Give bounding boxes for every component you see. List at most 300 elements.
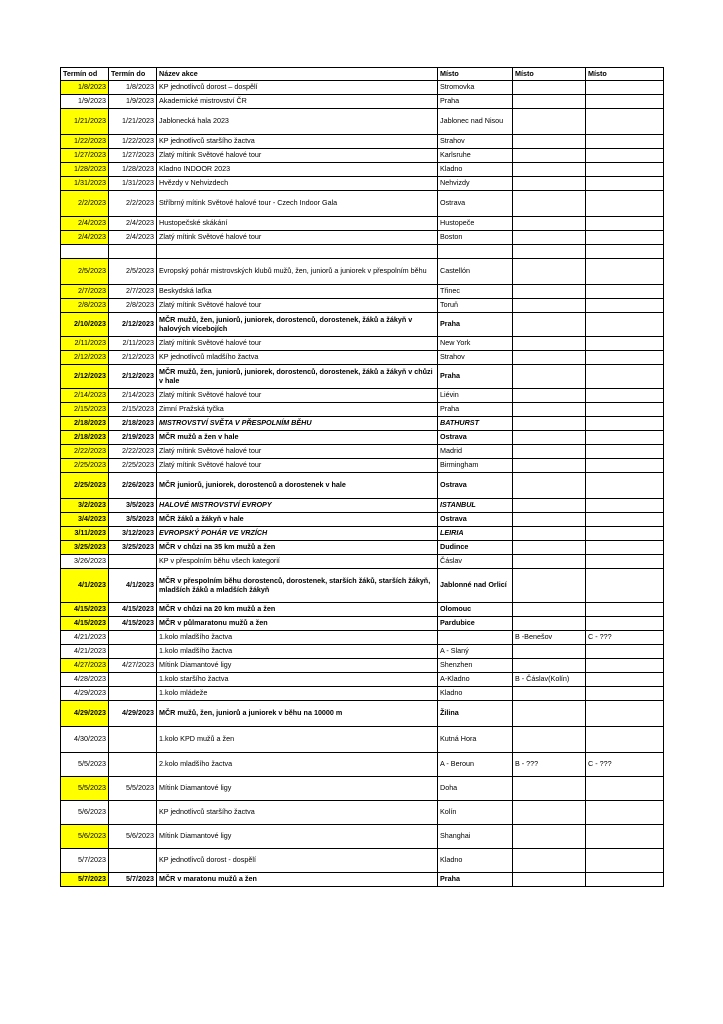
cell-place-3 — [586, 473, 664, 499]
cell-place-3 — [586, 727, 664, 753]
cell-event-name: KP jednotlivců staršího žactva — [157, 801, 438, 825]
cell-start-date: 5/6/2023 — [61, 801, 109, 825]
cell-event-name: MČR mužů, žen, juniorů, juniorek, dorostenců, dorostenek, žáků a žákyň v chůzi v hale — [157, 365, 438, 389]
cell-place-2 — [513, 81, 586, 95]
cell-event-name: Zlatý mítink Světové halové tour — [157, 459, 438, 473]
cell-place: Praha — [438, 95, 513, 109]
cell-place: Kutná Hora — [438, 727, 513, 753]
cell-place-2 — [513, 431, 586, 445]
table-row — [61, 217, 664, 231]
cell-place-2 — [513, 527, 586, 541]
cell-start-date: 2/2/2023 — [61, 191, 109, 217]
cell-place-3 — [586, 825, 664, 849]
header-start-date: Termín od — [61, 68, 109, 81]
cell-place-3 — [586, 231, 664, 245]
table-row — [61, 541, 664, 555]
cell-place: Strahov — [438, 351, 513, 365]
cell-start-date: 1/9/2023 — [61, 95, 109, 109]
cell-place-3 — [586, 313, 664, 337]
cell-start-date: 2/5/2023 — [61, 259, 109, 285]
cell-place-2 — [513, 313, 586, 337]
table-row — [61, 673, 664, 687]
table-row — [61, 337, 664, 351]
cell-event-name: Mítink Diamantové ligy — [157, 777, 438, 801]
cell-place-2 — [513, 849, 586, 873]
cell-end-date: 2/14/2023 — [109, 389, 157, 403]
cell-start-date: 2/18/2023 — [61, 431, 109, 445]
cell-place-3: C - ??? — [586, 631, 664, 645]
cell-start-date: 4/29/2023 — [61, 701, 109, 727]
cell-place-3 — [586, 191, 664, 217]
cell-place-2 — [513, 285, 586, 299]
table-row — [61, 109, 664, 135]
cell-place: Kladno — [438, 849, 513, 873]
cell-place-2 — [513, 217, 586, 231]
table-row — [61, 727, 664, 753]
cell-place-3 — [586, 217, 664, 231]
cell-event-name: Jablonecká hala 2023 — [157, 109, 438, 135]
cell-event-name: Zlatý mítink Světové halové tour — [157, 337, 438, 351]
cell-event-name: EVROPSKÝ POHÁR VE VRZÍCH — [157, 527, 438, 541]
table-row — [61, 569, 664, 603]
cell-place-2 — [513, 513, 586, 527]
cell-place-3 — [586, 849, 664, 873]
cell-event-name: MČR v maratonu mužů a žen — [157, 873, 438, 887]
table-row — [61, 459, 664, 473]
table-row — [61, 603, 664, 617]
cell-start-date: 3/4/2023 — [61, 513, 109, 527]
cell-event-name: 1.kolo mladšího žactva — [157, 631, 438, 645]
cell-place-2 — [513, 109, 586, 135]
cell-place-3 — [586, 95, 664, 109]
cell-event-name: Kladno INDOOR 2023 — [157, 163, 438, 177]
cell-place-2 — [513, 603, 586, 617]
cell-event-name: MČR mužů, žen, juniorů, juniorek, dorostenců, dorostenek, žáků a žákyň v halových vícebojích — [157, 313, 438, 337]
cell-event-name: MISTROVSTVÍ SVĚTA V PŘESPOLNÍM BĚHU — [157, 417, 438, 431]
cell-start-date: 4/29/2023 — [61, 687, 109, 701]
cell-start-date: 2/12/2023 — [61, 365, 109, 389]
cell-place-2 — [513, 555, 586, 569]
cell-place-3 — [586, 645, 664, 659]
cell-place: Praha — [438, 403, 513, 417]
cell-start-date: 4/28/2023 — [61, 673, 109, 687]
cell-place-3 — [586, 659, 664, 673]
cell-place-3 — [586, 245, 664, 259]
cell-place-2 — [513, 445, 586, 459]
cell-place-3 — [586, 673, 664, 687]
cell-end-date: 3/25/2023 — [109, 541, 157, 555]
cell-start-date: 4/27/2023 — [61, 659, 109, 673]
cell-place-2 — [513, 569, 586, 603]
cell-start-date: 2/15/2023 — [61, 403, 109, 417]
cell-end-date: 3/12/2023 — [109, 527, 157, 541]
cell-place: Žilina — [438, 701, 513, 727]
cell-place: Praha — [438, 365, 513, 389]
cell-event-name: Mítink Diamantové ligy — [157, 659, 438, 673]
cell-place-3 — [586, 365, 664, 389]
cell-end-date — [109, 673, 157, 687]
table-row — [61, 95, 664, 109]
cell-end-date: 4/1/2023 — [109, 569, 157, 603]
cell-place: Pardubice — [438, 617, 513, 631]
cell-place: Ostrava — [438, 473, 513, 499]
cell-start-date: 2/7/2023 — [61, 285, 109, 299]
cell-place-3 — [586, 403, 664, 417]
cell-event-name: MČR mužů a žen v hale — [157, 431, 438, 445]
cell-place-3 — [586, 337, 664, 351]
cell-start-date: 3/26/2023 — [61, 555, 109, 569]
cell-place-2 — [513, 473, 586, 499]
cell-end-date: 2/12/2023 — [109, 313, 157, 337]
cell-end-date: 2/11/2023 — [109, 337, 157, 351]
cell-event-name: Akademické mistrovství ČR — [157, 95, 438, 109]
cell-place-2 — [513, 245, 586, 259]
table-row — [61, 351, 664, 365]
table-row — [61, 527, 664, 541]
cell-end-date — [109, 631, 157, 645]
cell-place: Ostrava — [438, 431, 513, 445]
cell-place-2 — [513, 299, 586, 313]
cell-event-name: Zlatý mítink Světové halové tour — [157, 445, 438, 459]
cell-event-name: KP v přespolním běhu všech kategorií — [157, 555, 438, 569]
schedule-table — [60, 67, 664, 887]
cell-place: Boston — [438, 231, 513, 245]
cell-place: BATHURST — [438, 417, 513, 431]
cell-event-name: Stříbrný mítink Světové halové tour - Czech Indoor Gala — [157, 191, 438, 217]
cell-end-date: 2/8/2023 — [109, 299, 157, 313]
cell-place-3 — [586, 445, 664, 459]
cell-place-3 — [586, 149, 664, 163]
cell-place: Doha — [438, 777, 513, 801]
cell-place-2 — [513, 659, 586, 673]
cell-event-name: 1.kolo mládeže — [157, 687, 438, 701]
cell-place: Karlsruhe — [438, 149, 513, 163]
cell-place: Hustopeče — [438, 217, 513, 231]
cell-event-name: Evropský pohár mistrovských klubů mužů, žen, juniorů a juniorek v přespolním běhu — [157, 259, 438, 285]
cell-start-date: 4/30/2023 — [61, 727, 109, 753]
cell-place: Jablonec nad Nisou — [438, 109, 513, 135]
cell-end-date: 4/15/2023 — [109, 617, 157, 631]
cell-place: Jablonné nad Orlicí — [438, 569, 513, 603]
cell-place-2: B - ??? — [513, 753, 586, 777]
cell-place-3 — [586, 135, 664, 149]
cell-place: A-Kladno — [438, 673, 513, 687]
cell-place-3: C - ??? — [586, 753, 664, 777]
cell-place-3 — [586, 687, 664, 701]
cell-event-name: KP jednotlivců mladšího žactva — [157, 351, 438, 365]
table-row — [61, 801, 664, 825]
cell-start-date: 3/25/2023 — [61, 541, 109, 555]
cell-place-2 — [513, 259, 586, 285]
schedule-body — [61, 81, 664, 887]
cell-event-name: Zlatý mítink Světové halové tour — [157, 389, 438, 403]
cell-start-date: 2/18/2023 — [61, 417, 109, 431]
table-row — [61, 259, 664, 285]
cell-end-date: 2/12/2023 — [109, 365, 157, 389]
cell-end-date — [109, 753, 157, 777]
table-row — [61, 753, 664, 777]
cell-place-2: B - Čáslav(Kolín) — [513, 673, 586, 687]
cell-end-date: 1/28/2023 — [109, 163, 157, 177]
cell-place-2 — [513, 825, 586, 849]
table-row — [61, 285, 664, 299]
cell-end-date: 2/25/2023 — [109, 459, 157, 473]
cell-start-date: 5/7/2023 — [61, 849, 109, 873]
cell-place-3 — [586, 777, 664, 801]
cell-place-2 — [513, 499, 586, 513]
cell-place-2 — [513, 351, 586, 365]
table-row — [61, 849, 664, 873]
cell-start-date: 4/15/2023 — [61, 603, 109, 617]
cell-event-name: Zlatý mítink Světové halové tour — [157, 299, 438, 313]
cell-start-date: 1/27/2023 — [61, 149, 109, 163]
cell-place: A - Beroun — [438, 753, 513, 777]
cell-place-3 — [586, 285, 664, 299]
cell-end-date: 1/21/2023 — [109, 109, 157, 135]
cell-place-3 — [586, 177, 664, 191]
table-row — [61, 403, 664, 417]
cell-place: Dudince — [438, 541, 513, 555]
cell-end-date: 2/19/2023 — [109, 431, 157, 445]
header-row — [61, 68, 664, 81]
cell-place-2 — [513, 801, 586, 825]
cell-place-3 — [586, 109, 664, 135]
cell-place: Třinec — [438, 285, 513, 299]
table-row — [61, 431, 664, 445]
cell-start-date: 2/14/2023 — [61, 389, 109, 403]
cell-place: Toruň — [438, 299, 513, 313]
cell-place-3 — [586, 701, 664, 727]
cell-event-name: MČR juniorů, juniorek, dorostenců a dorostenek v hale — [157, 473, 438, 499]
table-row — [61, 191, 664, 217]
table-row — [61, 135, 664, 149]
cell-start-date: 3/11/2023 — [61, 527, 109, 541]
table-row — [61, 313, 664, 337]
header-place-3: Místo — [586, 68, 664, 81]
table-row — [61, 701, 664, 727]
table-row — [61, 825, 664, 849]
cell-place-3 — [586, 299, 664, 313]
cell-start-date: 2/8/2023 — [61, 299, 109, 313]
cell-place: Ostrava — [438, 191, 513, 217]
cell-end-date: 4/27/2023 — [109, 659, 157, 673]
table-row — [61, 231, 664, 245]
cell-event-name: Beskydská laťka — [157, 285, 438, 299]
cell-end-date: 1/9/2023 — [109, 95, 157, 109]
cell-place-3 — [586, 81, 664, 95]
table-row — [61, 777, 664, 801]
cell-place-2 — [513, 541, 586, 555]
cell-end-date: 1/27/2023 — [109, 149, 157, 163]
cell-end-date — [109, 687, 157, 701]
cell-start-date: 5/5/2023 — [61, 777, 109, 801]
cell-start-date: 1/8/2023 — [61, 81, 109, 95]
table-row — [61, 81, 664, 95]
cell-end-date — [109, 801, 157, 825]
cell-place: Strahov — [438, 135, 513, 149]
cell-place-3 — [586, 417, 664, 431]
cell-end-date — [109, 645, 157, 659]
header-place: Místo — [438, 68, 513, 81]
cell-start-date: 1/22/2023 — [61, 135, 109, 149]
cell-place-2 — [513, 191, 586, 217]
cell-place: Shenzhen — [438, 659, 513, 673]
cell-start-date: 2/4/2023 — [61, 231, 109, 245]
table-row — [61, 631, 664, 645]
cell-place: Kolín — [438, 801, 513, 825]
cell-end-date: 3/5/2023 — [109, 499, 157, 513]
cell-place-2 — [513, 687, 586, 701]
cell-place-2 — [513, 135, 586, 149]
cell-place-2 — [513, 873, 586, 887]
cell-event-name: 1.kolo mladšího žactva — [157, 645, 438, 659]
table-row — [61, 499, 664, 513]
cell-place-3 — [586, 499, 664, 513]
cell-end-date: 1/8/2023 — [109, 81, 157, 95]
table-row — [61, 555, 664, 569]
cell-place: LEIRIA — [438, 527, 513, 541]
cell-event-name — [157, 245, 438, 259]
table-row — [61, 245, 664, 259]
cell-end-date: 5/7/2023 — [109, 873, 157, 887]
cell-end-date — [109, 555, 157, 569]
cell-event-name: MČR mužů, žen, juniorů a juniorek v běhu na 10000 m — [157, 701, 438, 727]
cell-place — [438, 245, 513, 259]
cell-place-3 — [586, 163, 664, 177]
cell-start-date: 4/1/2023 — [61, 569, 109, 603]
cell-place: New York — [438, 337, 513, 351]
cell-place-2 — [513, 459, 586, 473]
header-event-name: Název akce — [157, 68, 438, 81]
cell-place-3 — [586, 873, 664, 887]
table-row — [61, 149, 664, 163]
cell-place-2 — [513, 417, 586, 431]
table-row — [61, 177, 664, 191]
cell-end-date: 2/12/2023 — [109, 351, 157, 365]
table-row — [61, 473, 664, 499]
table-row — [61, 389, 664, 403]
table-row — [61, 417, 664, 431]
cell-place-2 — [513, 231, 586, 245]
cell-event-name: Hustopečské skákání — [157, 217, 438, 231]
cell-place-3 — [586, 801, 664, 825]
table-row — [61, 365, 664, 389]
cell-end-date: 2/18/2023 — [109, 417, 157, 431]
cell-place-3 — [586, 259, 664, 285]
cell-end-date: 2/22/2023 — [109, 445, 157, 459]
table-row — [61, 659, 664, 673]
cell-place: Madrid — [438, 445, 513, 459]
cell-place-2 — [513, 389, 586, 403]
table-row — [61, 445, 664, 459]
cell-place: Nehvizdy — [438, 177, 513, 191]
cell-place-3 — [586, 389, 664, 403]
cell-place-2 — [513, 337, 586, 351]
cell-event-name: KP jednotlivců staršího žactva — [157, 135, 438, 149]
cell-end-date: 2/15/2023 — [109, 403, 157, 417]
table-row — [61, 513, 664, 527]
cell-start-date: 5/6/2023 — [61, 825, 109, 849]
header-place-2: Místo — [513, 68, 586, 81]
table-row — [61, 873, 664, 887]
cell-place-2: B -Benešov — [513, 631, 586, 645]
cell-place-2 — [513, 645, 586, 659]
cell-event-name: Hvězdy v Nehvizdech — [157, 177, 438, 191]
cell-event-name: MČR v chůzi na 35 km mužů a žen — [157, 541, 438, 555]
cell-start-date: 3/2/2023 — [61, 499, 109, 513]
cell-start-date: 5/5/2023 — [61, 753, 109, 777]
cell-event-name: Zlatý mítink Světové halové tour — [157, 149, 438, 163]
cell-end-date: 2/4/2023 — [109, 231, 157, 245]
cell-event-name: KP jednotlivců dorost - dospělí — [157, 849, 438, 873]
cell-event-name: Mítink Diamantové ligy — [157, 825, 438, 849]
cell-place-3 — [586, 513, 664, 527]
cell-event-name: MČR v chůzi na 20 km mužů a žen — [157, 603, 438, 617]
cell-end-date: 2/5/2023 — [109, 259, 157, 285]
table-row — [61, 163, 664, 177]
cell-place-2 — [513, 727, 586, 753]
cell-place: Liévin — [438, 389, 513, 403]
cell-end-date: 1/22/2023 — [109, 135, 157, 149]
cell-place: Čáslav — [438, 555, 513, 569]
table-row — [61, 299, 664, 313]
cell-start-date: 1/21/2023 — [61, 109, 109, 135]
cell-place-3 — [586, 351, 664, 365]
cell-place: Stromovka — [438, 81, 513, 95]
cell-place: Olomouc — [438, 603, 513, 617]
cell-start-date — [61, 245, 109, 259]
cell-end-date: 1/31/2023 — [109, 177, 157, 191]
cell-place-2 — [513, 365, 586, 389]
cell-end-date: 5/5/2023 — [109, 777, 157, 801]
cell-place: Castellón — [438, 259, 513, 285]
cell-place: Ostrava — [438, 513, 513, 527]
cell-place: Birmingham — [438, 459, 513, 473]
cell-start-date: 2/25/2023 — [61, 473, 109, 499]
cell-place: Kladno — [438, 687, 513, 701]
cell-event-name: Zlatý mítink Světové halové tour — [157, 231, 438, 245]
cell-event-name: 1.kolo staršího žactva — [157, 673, 438, 687]
cell-end-date: 5/6/2023 — [109, 825, 157, 849]
cell-place-2 — [513, 177, 586, 191]
cell-end-date — [109, 245, 157, 259]
cell-start-date: 4/15/2023 — [61, 617, 109, 631]
cell-end-date — [109, 727, 157, 753]
cell-event-name: MČR v přespolním běhu dorostenců, dorostenek, starších žáků, starších žákyň, mladších žáků a mladších žákyň — [157, 569, 438, 603]
cell-start-date: 2/10/2023 — [61, 313, 109, 337]
cell-start-date: 2/12/2023 — [61, 351, 109, 365]
cell-start-date: 1/28/2023 — [61, 163, 109, 177]
cell-place-2 — [513, 95, 586, 109]
cell-place: Shanghai — [438, 825, 513, 849]
cell-end-date — [109, 849, 157, 873]
table-row — [61, 687, 664, 701]
cell-place: Praha — [438, 313, 513, 337]
cell-start-date: 5/7/2023 — [61, 873, 109, 887]
cell-end-date: 2/2/2023 — [109, 191, 157, 217]
cell-start-date: 2/25/2023 — [61, 459, 109, 473]
cell-start-date: 4/21/2023 — [61, 645, 109, 659]
cell-place-2 — [513, 777, 586, 801]
cell-end-date: 2/26/2023 — [109, 473, 157, 499]
cell-place: A - Slaný — [438, 645, 513, 659]
cell-start-date: 2/22/2023 — [61, 445, 109, 459]
cell-event-name: MČR v půlmaratonu mužů a žen — [157, 617, 438, 631]
cell-place-3 — [586, 541, 664, 555]
table-row — [61, 617, 664, 631]
cell-place-3 — [586, 555, 664, 569]
cell-end-date: 2/7/2023 — [109, 285, 157, 299]
